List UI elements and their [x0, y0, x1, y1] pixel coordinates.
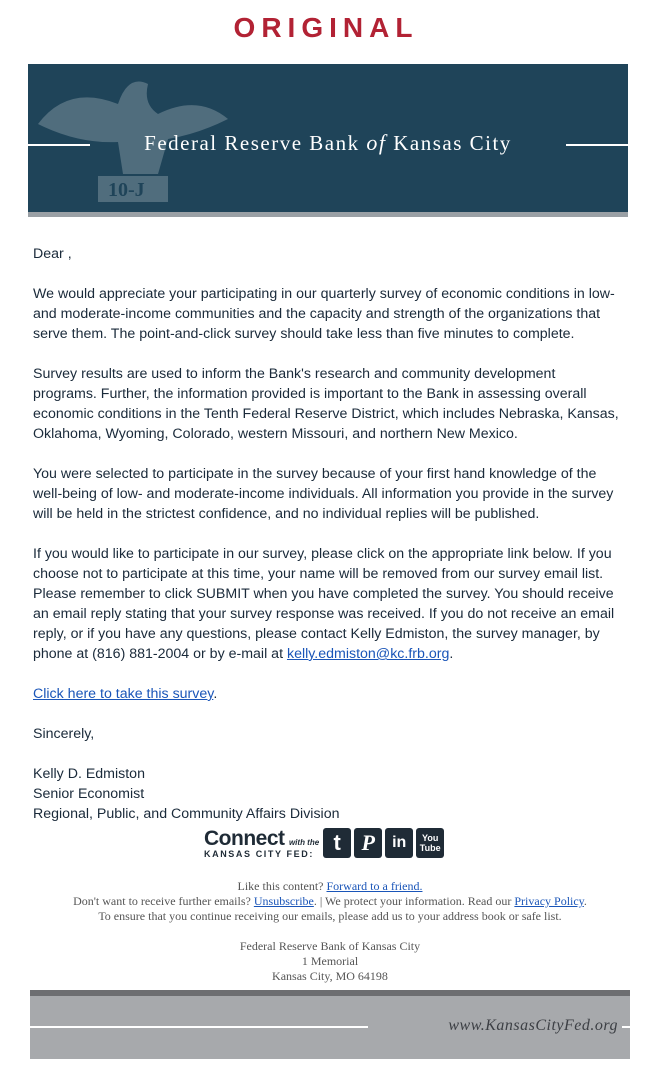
website-link[interactable]: www.KansasCityFed.org: [448, 1017, 618, 1034]
email-body: [33, 244, 623, 824]
original-label: ORIGINAL: [233, 12, 419, 43]
connect-with-the: with the: [288, 837, 320, 847]
like-text: Like this content?: [237, 879, 324, 893]
connect-word: Connect: [204, 826, 285, 850]
social-icons: [323, 828, 444, 858]
email-link[interactable]: kelly.edmiston@kc.frb.org: [286, 646, 450, 662]
address-line-2: 1 Memorial: [301, 954, 359, 968]
paragraph-4-text: If you would like to participate in our survey, please click on the appropriate link below. If you choose not to participate at this time, your name will be removed from our survey email list. Please remember to click SUBMIT when you have completed the survey. You should receive an email reply stating that your survey response was received. If you do not receive an email reply, or if you have any questions, please contact Kelly Edmiston, the survey manager, by phone at (816) 881-2004 or by e-mail at: [33, 546, 615, 662]
unsubscribe-mid: . | We protect your information. Read our: [313, 894, 512, 908]
connect-label: [204, 828, 319, 859]
paragraph-3: You were selected to participate in the survey because of your first hand knowledge of the well-being of low- and moderate-income individuals. All information you provide in the survey will be held in the strictest confidence, and no individual replies will be published.: [33, 466, 614, 522]
signature: [33, 764, 623, 824]
youtube-glyph-1: You: [422, 833, 439, 843]
unsubscribe-line: [0, 894, 652, 909]
survey-paragraph: [33, 684, 623, 704]
youtube-icon[interactable]: [416, 828, 444, 858]
banner-divider-right: [566, 144, 628, 146]
take-survey-link[interactable]: Click here to take this survey: [33, 686, 214, 702]
signature-name: Kelly D. Edmiston: [33, 766, 145, 782]
greeting: Dear ,: [33, 246, 72, 262]
connect-kc-fed: KANSAS CITY FED:: [204, 848, 314, 859]
safe-list-text: To ensure that you continue receiving our emails, please add us to your address book or safe list.: [98, 909, 562, 923]
footer: [0, 879, 652, 984]
survey-link-end: .: [213, 686, 218, 702]
linkedin-icon[interactable]: in: [385, 828, 413, 858]
banner-divider-left: [28, 144, 90, 146]
bank-name-part1: Federal Reserve Bank: [144, 131, 360, 155]
paragraph-4-end: .: [449, 646, 454, 662]
bank-name: [90, 130, 566, 156]
address-line-1: Federal Reserve Bank of Kansas City: [239, 939, 421, 953]
bank-name-of: of: [366, 130, 387, 155]
address-line-3: Kansas City, MO 64198: [272, 969, 388, 983]
unsubscribe-end: .: [583, 894, 587, 908]
signature-title: Senior Economist: [33, 786, 145, 802]
pinterest-icon[interactable]: P: [354, 828, 382, 858]
footer-bar-line-right: [622, 1026, 630, 1028]
closing: Sincerely,: [33, 726, 95, 742]
paragraph-2: Survey results are used to inform the Bank's research and community development programs. Further, the information provided is important to the Bank in assessing overall economic conditions in the Tenth Federal Reserve District, which includes Nebraska, Kansas, Oklahoma, Wyoming, Colorado, western Missouri, and northern New Mexico.: [33, 366, 619, 442]
social-connect: [204, 827, 444, 859]
seal-text: 10-J: [108, 179, 145, 201]
paragraph-4: [33, 544, 623, 664]
privacy-policy-link[interactable]: Privacy Policy: [514, 894, 584, 908]
unsubscribe-prefix: Don't want to receive further emails?: [73, 894, 251, 908]
forward-line: [0, 879, 652, 894]
bank-name-part2: Kansas City: [393, 131, 512, 155]
header-banner: [28, 64, 628, 212]
footer-bar-line: [30, 1026, 368, 1028]
twitter-icon[interactable]: t: [323, 828, 351, 858]
paragraph-1: We would appreciate your participating in our quarterly survey of economic conditions in low- and moderate-income communities and the capacity and strength of the organizations that serve them. The point-and-click survey should take less than five minutes to complete.: [33, 286, 615, 342]
forward-link[interactable]: Forward to a friend.: [326, 879, 423, 893]
banner-stripe: [28, 212, 628, 217]
footer-bar-top: [30, 990, 630, 996]
signature-division: Regional, Public, and Community Affairs Division: [33, 806, 340, 822]
footer-bar: [30, 990, 630, 1059]
youtube-glyph-2: Tube: [419, 843, 441, 853]
unsubscribe-link[interactable]: Unsubscribe: [253, 894, 314, 908]
